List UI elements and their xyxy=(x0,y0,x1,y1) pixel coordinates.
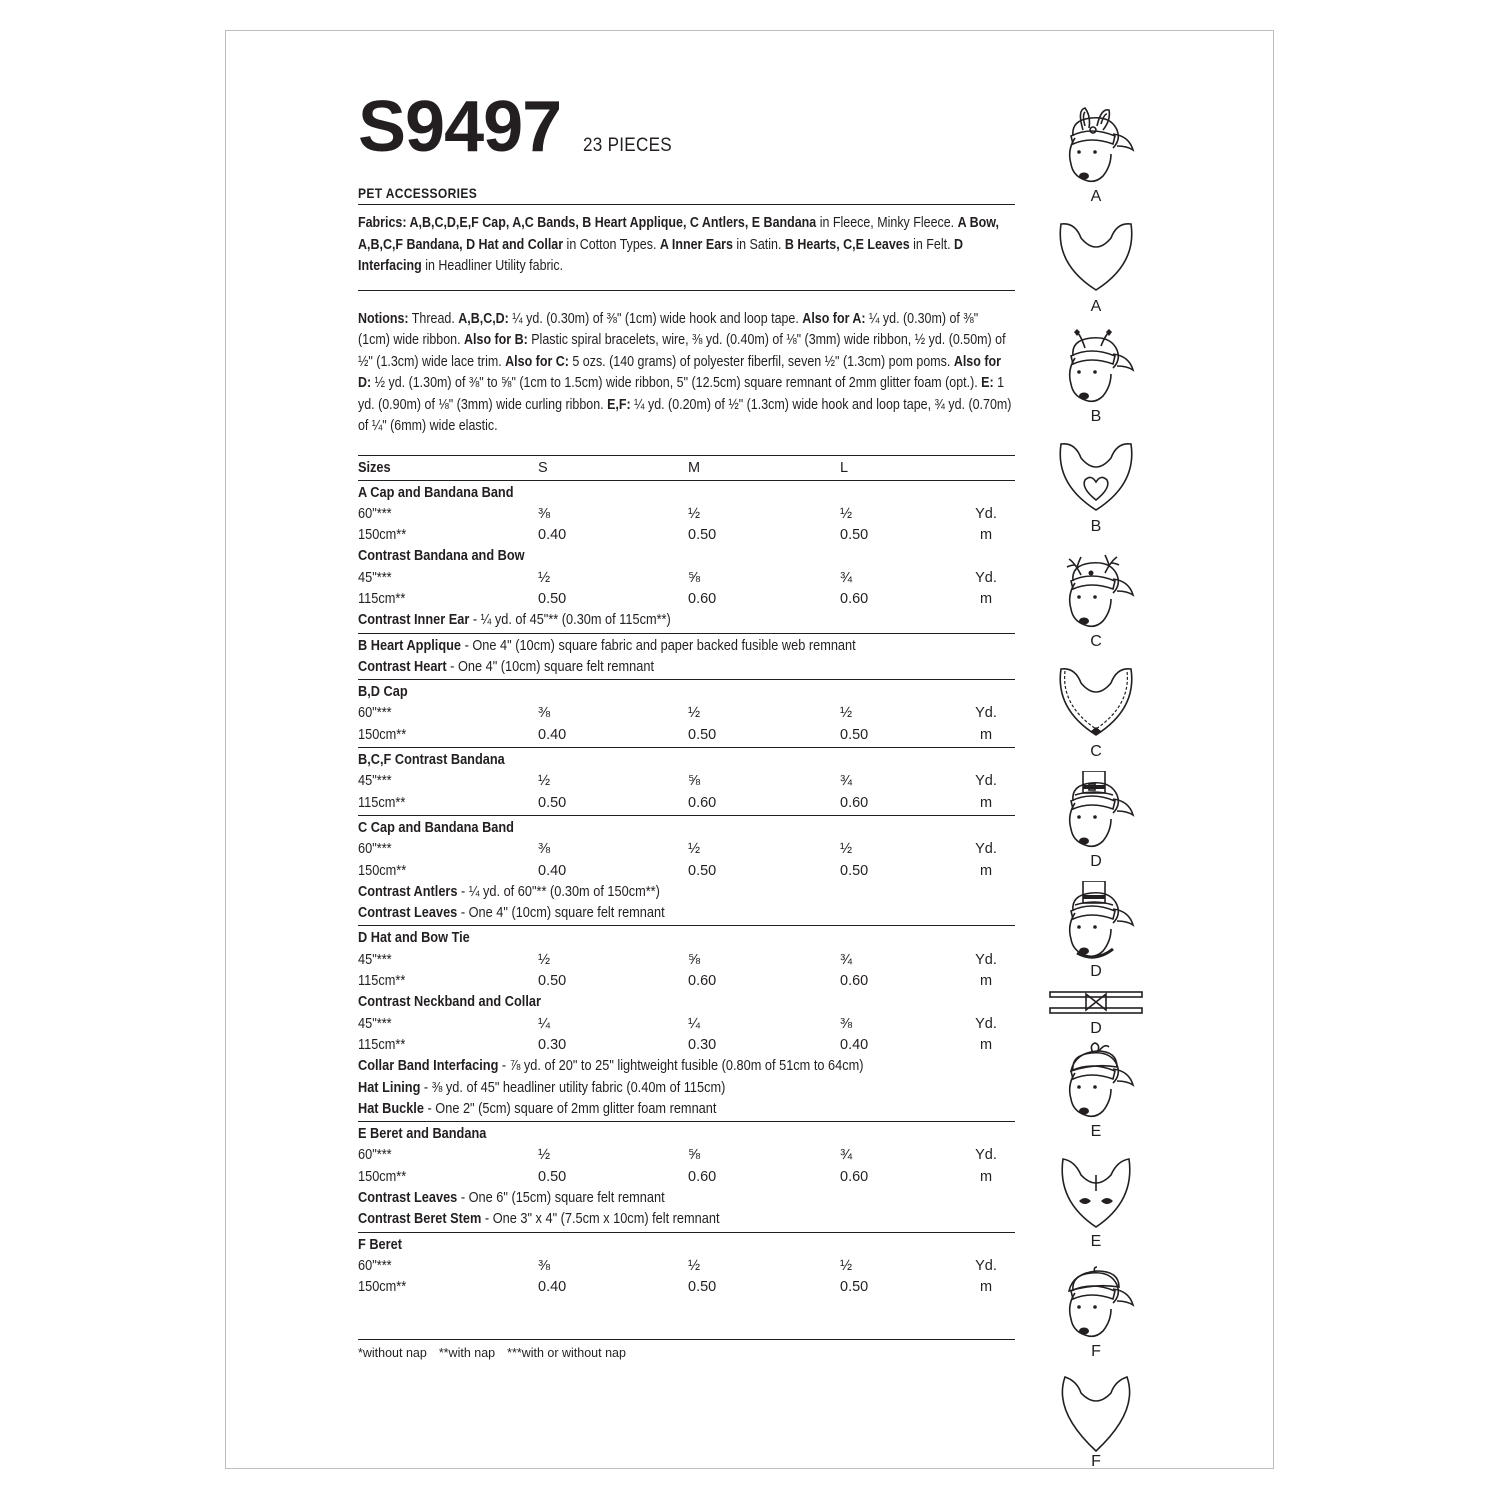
fabric-width: 150cm** xyxy=(358,726,407,743)
size-s-value: ½ xyxy=(538,569,551,586)
view-b xyxy=(1046,326,1146,426)
size-m-value: ½ xyxy=(688,841,701,858)
size-m-value: ⅝ xyxy=(688,569,701,586)
size-l-value: ¾ xyxy=(840,951,853,968)
fabrics-label: D Interfacing xyxy=(358,236,964,274)
size-s-value: ⅜ xyxy=(538,505,551,522)
size-m-value: ½ xyxy=(688,505,701,522)
note-text: - ⅞ yd. of 20" to 25" lightweight fusible (0.80m of 51cm to 64cm) xyxy=(498,1058,864,1075)
dog-cap-heart-antennae-icon xyxy=(1046,326,1146,408)
yardage-row xyxy=(358,1235,1015,1256)
notions-text: 1 yd. (0.90m) of ⅛" (3mm) wide curling ribbon. xyxy=(358,375,1005,413)
yardage-row xyxy=(358,839,1015,860)
view-f xyxy=(1046,1261,1146,1361)
footnote: *without nap xyxy=(358,1346,427,1360)
yardage-group xyxy=(358,1121,1015,1231)
view-label: D xyxy=(1090,1020,1102,1037)
note-text: - ¼ yd. of 45"** (0.30m of 115cm**) xyxy=(469,612,671,629)
notions-text xyxy=(358,305,1013,438)
size-s-value: 0.40 xyxy=(538,1279,567,1296)
size-l-value: 0.50 xyxy=(840,862,869,879)
yardage-row xyxy=(358,950,1015,971)
size-s-value: 0.40 xyxy=(538,726,567,743)
view-label: B xyxy=(1090,518,1102,535)
size-s-value: ¼ xyxy=(538,1015,551,1032)
fabric-width: 115cm** xyxy=(358,590,406,607)
size-l-value: 0.60 xyxy=(840,590,869,607)
unit: m xyxy=(979,726,993,743)
note-text: - One 2" (5cm) square of 2mm glitter foam remnant xyxy=(423,1100,717,1117)
note-text: - One 6" (15cm) square felt remnant xyxy=(457,1190,665,1206)
note-line xyxy=(358,657,654,678)
notions-text: ¼ yd. (0.30m) of ⅜" (1cm) wide ribbon. xyxy=(358,310,979,348)
notions-label: Also for A: xyxy=(802,310,866,327)
view-a xyxy=(1046,216,1146,316)
bandana-plain-icon xyxy=(1046,216,1146,298)
yardage-row xyxy=(358,725,1015,746)
yardage-row xyxy=(358,483,1015,504)
size-l-value: 0.50 xyxy=(840,527,869,544)
size-s-value: 0.40 xyxy=(538,862,567,879)
unit: m xyxy=(979,973,993,990)
size-l-value: 0.50 xyxy=(840,1279,869,1296)
fabric-width: 60"*** xyxy=(358,1257,392,1274)
fabric-width: 115cm** xyxy=(358,1036,406,1053)
size-header: S xyxy=(538,459,548,476)
dog-cap-antlers-icon xyxy=(1046,551,1146,633)
fabrics-text: in Cotton Types. xyxy=(563,236,660,253)
note-text: - ⅜ yd. of 45" headliner utility fabric (0.40m of 115cm) xyxy=(420,1079,726,1096)
note-text: - One 3" x 4" (7.5cm x 10cm) felt remnant xyxy=(481,1211,720,1228)
note-line xyxy=(358,1209,720,1230)
yardage-row xyxy=(358,1078,1015,1099)
yardage-row xyxy=(358,1056,1015,1077)
size-m-value: 0.60 xyxy=(688,973,717,990)
size-header: Sizes xyxy=(358,459,391,476)
size-s-value: 0.50 xyxy=(538,590,567,607)
view-fabric-title: Contrast Neckband and Collar xyxy=(358,994,541,1011)
view-label: D xyxy=(1090,963,1102,980)
yardage-row xyxy=(358,1209,1015,1230)
notions-label: Also for D: xyxy=(358,353,1001,391)
note-label: Contrast Leaves xyxy=(358,905,458,922)
yardage-group xyxy=(358,747,1015,815)
yardage-row xyxy=(358,546,1015,567)
yardage-row xyxy=(358,861,1015,882)
size-m-value: 0.30 xyxy=(688,1036,717,1053)
size-header: M xyxy=(688,459,701,476)
fabric-width: 45"*** xyxy=(358,951,392,968)
notions-label: A,B,C,D: xyxy=(458,310,509,327)
yardage-row xyxy=(358,750,1015,771)
dog-cap-bunny-ears-icon xyxy=(1046,106,1146,188)
yardage-row xyxy=(358,818,1015,839)
note-label: Contrast Inner Ear xyxy=(358,612,470,629)
note-text: - One 4" (10cm) square fabric and paper backed fusible web remnant xyxy=(461,637,856,654)
note-label: Contrast Leaves xyxy=(358,1190,458,1206)
size-s-value: 0.50 xyxy=(538,794,567,811)
size-m-value: ½ xyxy=(688,705,701,722)
yardage-group xyxy=(358,925,1015,1121)
notions-text: Plastic spiral bracelets, wire, ⅜ yd. (0.40m) of ⅛" (3mm) wide ribbon, ½ yd. (0.50m) of ½" (1.3cm) wide lace trim. xyxy=(358,332,1006,370)
yardage-row xyxy=(358,928,1015,949)
unit: m xyxy=(979,862,993,879)
yardage-row xyxy=(358,525,1015,546)
fabric-width: 150cm** xyxy=(358,862,407,879)
view-label: D xyxy=(1090,853,1102,870)
yardage-row xyxy=(358,1124,1015,1145)
footnotes xyxy=(358,1339,1015,1360)
bandana-pointed-icon xyxy=(1046,1371,1146,1453)
fabrics-label: A Bow, A,B,C,F Bandana, D Hat and Collar xyxy=(358,215,999,253)
view-label: C xyxy=(1090,743,1102,760)
view-label: E xyxy=(1090,1123,1102,1140)
view-fabric-title: Contrast Bandana and Bow xyxy=(358,548,525,565)
fabrics-text: in Satin. xyxy=(732,236,785,253)
unit: m xyxy=(979,590,993,607)
footnote: ***with or without nap xyxy=(507,1346,626,1360)
view-c xyxy=(1046,661,1146,761)
fabrics-text: in Headliner Utility fabric. xyxy=(421,258,564,274)
yardage-row xyxy=(358,1256,1015,1277)
yardage-group xyxy=(358,815,1015,925)
footnote: **with nap xyxy=(438,1346,496,1360)
unit: m xyxy=(979,527,993,544)
unit: m xyxy=(979,1279,993,1296)
dog-beret-leaves-icon xyxy=(1046,1041,1146,1123)
yardage-row xyxy=(358,793,1015,814)
size-s-value: ½ xyxy=(538,773,551,790)
fabric-width: 60"*** xyxy=(358,1147,392,1164)
fabrics-label: Fabrics: A,B,C,D,E,F Cap, A,C Bands, B Heart Applique, C Antlers, E Bandana xyxy=(358,215,817,231)
size-s-value: ⅜ xyxy=(538,1257,551,1274)
size-s-value: ½ xyxy=(538,951,551,968)
size-m-value: ⅝ xyxy=(688,951,701,968)
size-s-value: ⅜ xyxy=(538,705,551,722)
yardage-row xyxy=(358,504,1015,525)
notions-text: ¼ yd. (0.20m) of ½" (1.3cm) wide hook and loop tape, ¾ yd. (0.70m) of ¼" (6mm) wide elastic. xyxy=(358,396,1012,434)
bandana-leaves-icon xyxy=(1046,661,1146,743)
fabrics-label: A Inner Ears xyxy=(659,236,733,253)
view-label: B xyxy=(1090,408,1102,425)
unit: Yd. xyxy=(975,841,997,858)
size-m-value: ⅝ xyxy=(688,773,701,790)
size-m-value: ⅝ xyxy=(688,1147,701,1164)
bow-tie-collar-icon xyxy=(1046,986,1146,1020)
yardage-row xyxy=(358,703,1015,724)
view-fabric-title: E Beret and Bandana xyxy=(358,1126,487,1143)
size-l-value: ½ xyxy=(840,505,853,522)
view-label: A xyxy=(1090,298,1102,315)
fabrics-text xyxy=(358,208,1013,278)
note-label: Hat Lining xyxy=(358,1079,421,1096)
yardage-group xyxy=(358,1232,1015,1300)
bandana-heart-icon xyxy=(1046,436,1146,518)
yardage-row xyxy=(358,568,1015,589)
yardage-row xyxy=(358,1014,1015,1035)
note-line xyxy=(358,1099,716,1120)
size-m-value: 0.50 xyxy=(688,1279,717,1296)
size-l-value: 0.40 xyxy=(840,1036,869,1053)
yardage-group xyxy=(358,481,1015,633)
size-l-value: ¾ xyxy=(840,569,853,586)
size-s-value: 0.40 xyxy=(538,527,567,544)
note-line xyxy=(358,610,671,631)
note-line xyxy=(358,882,660,903)
size-l-value: ½ xyxy=(840,1257,853,1274)
view-label: F xyxy=(1091,1343,1101,1360)
unit: m xyxy=(979,1036,993,1053)
fabric-width: 115cm** xyxy=(358,973,406,990)
yardage-row xyxy=(358,589,1015,610)
size-l-value: 0.50 xyxy=(840,726,869,743)
size-s-value: 0.50 xyxy=(538,1168,567,1185)
pattern-number: S9497 xyxy=(358,87,562,167)
unit: m xyxy=(979,794,993,811)
yardage-row xyxy=(358,657,1015,678)
note-line xyxy=(358,1056,863,1077)
pattern-envelope-back xyxy=(225,30,1274,1469)
view-d xyxy=(1046,771,1146,871)
size-m-value: 0.50 xyxy=(688,527,717,544)
size-m-value: 0.60 xyxy=(688,1168,717,1185)
yardage-row xyxy=(358,636,1015,657)
size-m-value: 0.50 xyxy=(688,726,717,743)
yardage-row xyxy=(358,903,1015,924)
yardage-group xyxy=(358,679,1015,747)
fabric-width: 150cm** xyxy=(358,527,407,544)
notions-text: Thread. xyxy=(408,310,459,327)
notions-text: 5 ozs. (140 grams) of polyester fiberfil, seven ½" (1.3cm) pom poms. xyxy=(568,353,954,370)
note-label: Contrast Beret Stem xyxy=(358,1211,482,1228)
note-text: - One 4" (10cm) square felt remnant xyxy=(457,905,665,922)
size-l-value: ¾ xyxy=(840,1147,853,1164)
size-l-value: ½ xyxy=(840,705,853,722)
notions-label: E: xyxy=(981,375,994,391)
view-label: A xyxy=(1090,188,1102,205)
yardage-row xyxy=(358,1167,1015,1188)
view-e xyxy=(1046,1151,1146,1251)
fabrics-text: in Fleece, Minky Fleece. xyxy=(816,215,958,231)
yardage-row xyxy=(358,1099,1015,1120)
notions-label: E,F: xyxy=(607,396,631,413)
yardage-row xyxy=(358,992,1015,1013)
note-label: Contrast Antlers xyxy=(358,883,458,900)
yardage-row xyxy=(358,1145,1015,1166)
view-a xyxy=(1046,106,1146,206)
yardage-group xyxy=(358,633,1015,680)
note-label: Contrast Heart xyxy=(358,658,447,675)
piece-count: 23 PIECES xyxy=(583,135,673,156)
fabric-width: 150cm** xyxy=(358,1279,407,1296)
view-fabric-title: D Hat and Bow Tie xyxy=(358,930,470,947)
yardage-row xyxy=(358,682,1015,703)
yardage-row xyxy=(358,882,1015,903)
fabric-width: 60"*** xyxy=(358,705,392,722)
size-l-value: ¾ xyxy=(840,773,853,790)
view-fabric-title: B,C,F Contrast Bandana xyxy=(358,752,505,769)
note-text: - ¼ yd. of 60"** (0.30m of 150cm**) xyxy=(457,883,660,900)
note-label: Collar Band Interfacing xyxy=(358,1058,499,1075)
yardage-row xyxy=(358,1035,1015,1056)
view-label: C xyxy=(1090,633,1102,650)
view-d xyxy=(1046,986,1146,1038)
unit: Yd. xyxy=(975,505,997,522)
note-line xyxy=(358,903,665,924)
size-m-value: 0.60 xyxy=(688,794,717,811)
unit: Yd. xyxy=(975,1015,997,1032)
view-fabric-title: A Cap and Bandana Band xyxy=(358,484,514,501)
yardage-table xyxy=(358,455,1015,1300)
yardage-row xyxy=(358,971,1015,992)
view-b xyxy=(1046,436,1146,536)
notions-label: Also for C: xyxy=(505,353,569,370)
yardage-row xyxy=(358,610,1015,631)
view-fabric-title: F Beret xyxy=(358,1236,402,1253)
size-l-value: ½ xyxy=(840,841,853,858)
size-s-value: ⅜ xyxy=(538,841,551,858)
view-label: F xyxy=(1091,1453,1101,1470)
fabric-width: 45"*** xyxy=(358,1015,392,1032)
notions-text: ¼ yd. (0.30m) of ⅜" (1cm) wide hook and loop tape. xyxy=(508,310,803,327)
note-line xyxy=(358,1078,725,1099)
size-s-value: 0.50 xyxy=(538,973,567,990)
size-l-value: 0.60 xyxy=(840,973,869,990)
fabric-width: 45"*** xyxy=(358,569,392,586)
size-l-value: 0.60 xyxy=(840,1168,869,1185)
view-label: E xyxy=(1090,1233,1102,1250)
note-label: Hat Buckle xyxy=(358,1100,424,1117)
note-line xyxy=(358,1188,665,1209)
yardage-row xyxy=(358,1188,1015,1209)
notions-label: Also for B: xyxy=(464,332,528,348)
unit: Yd. xyxy=(975,1147,997,1164)
size-s-value: ½ xyxy=(538,1147,551,1164)
fabric-width: 150cm** xyxy=(358,1168,407,1185)
size-s-value: 0.30 xyxy=(538,1036,567,1053)
yardage-row xyxy=(358,1277,1015,1298)
note-label: B Heart Applique xyxy=(358,637,462,654)
view-fabric-title: C Cap and Bandana Band xyxy=(358,819,514,836)
size-m-value: ½ xyxy=(688,1257,701,1274)
unit: Yd. xyxy=(975,1257,997,1274)
sizes-header-row xyxy=(358,455,1015,481)
yardage-row xyxy=(358,771,1015,792)
notions-label: Notions: xyxy=(358,310,409,327)
size-l-value: 0.60 xyxy=(840,794,869,811)
note-text: - One 4" (10cm) square felt remnant xyxy=(446,658,654,675)
unit: m xyxy=(979,1168,993,1185)
view-e xyxy=(1046,1041,1146,1141)
fabric-width: 45"*** xyxy=(358,773,392,790)
fabric-width: 60"*** xyxy=(358,505,392,522)
header xyxy=(358,71,1015,167)
view-d xyxy=(1046,881,1146,981)
fabric-width: 60"*** xyxy=(358,841,392,858)
size-m-value: 0.60 xyxy=(688,590,717,607)
category-title: PET ACCESSORIES xyxy=(358,185,478,201)
size-l-value: ⅜ xyxy=(840,1015,853,1032)
fabric-width: 115cm** xyxy=(358,794,406,811)
fabrics-label: B Hearts, C,E Leaves xyxy=(784,236,910,253)
view-fabric-title: B,D Cap xyxy=(358,684,408,701)
notions-text: ½ yd. (1.30m) of ⅜" to ⅝" (1cm to 1.5cm) wide ribbon, 5" (12.5cm) square remnant of 2mm glitter foam (opt.). xyxy=(371,375,982,391)
note-line xyxy=(358,636,856,657)
size-m-value: 0.50 xyxy=(688,862,717,879)
size-header: L xyxy=(840,459,849,476)
unit: Yd. xyxy=(975,569,997,586)
view-f xyxy=(1046,1371,1146,1471)
unit: Yd. xyxy=(975,773,997,790)
size-m-value: ¼ xyxy=(688,1015,701,1032)
bandana-round-icon xyxy=(1046,1151,1146,1233)
dog-beret-icon xyxy=(1046,1261,1146,1343)
dog-top-hat-collar-icon xyxy=(1046,881,1146,963)
view-c xyxy=(1046,551,1146,651)
unit: Yd. xyxy=(975,951,997,968)
pattern-info xyxy=(358,71,1015,1360)
dog-top-hat-icon xyxy=(1046,771,1146,853)
fabrics-text: in Felt. xyxy=(909,236,955,253)
unit: Yd. xyxy=(975,705,997,722)
